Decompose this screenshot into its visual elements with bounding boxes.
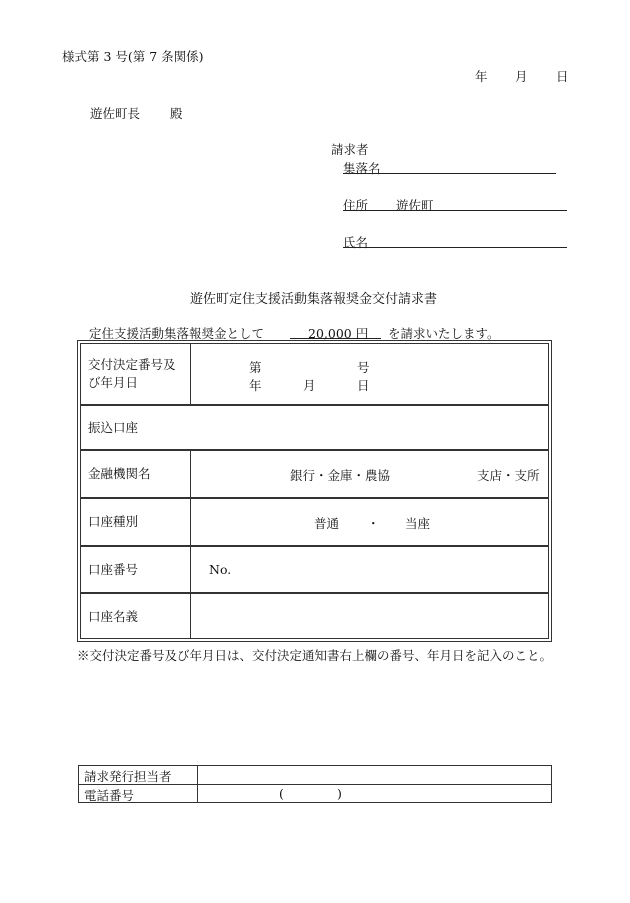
account-type-label: 口座種別 xyxy=(88,514,139,529)
decision-year: 年 xyxy=(249,378,262,393)
requester-label: 請求者 xyxy=(331,142,369,157)
phone-label: 電話番号 xyxy=(84,788,135,803)
decision-label-line1: 交付決定番号及 xyxy=(88,357,176,372)
decision-divider xyxy=(190,344,191,404)
account-number-divider xyxy=(190,547,191,592)
address-label: 住所 xyxy=(343,198,369,213)
form-number: 様式第 3 号(第 7 条関係) xyxy=(62,49,204,64)
decision-go: 号 xyxy=(357,360,370,375)
decision-month: 月 xyxy=(303,378,316,393)
bank-row xyxy=(80,450,549,498)
account-type-normal[interactable]: 普通 xyxy=(314,516,340,531)
transfer-account-row xyxy=(80,405,549,450)
decision-label-line2: び年月日 xyxy=(88,375,139,390)
account-type-separator: ・ xyxy=(367,516,380,531)
decision-row xyxy=(80,343,549,405)
account-type-row xyxy=(80,498,549,546)
document-title: 遊佐町定住支援活動集落報奨金交付請求書 xyxy=(190,292,438,307)
bank-label: 金融機関名 xyxy=(88,466,151,481)
account-holder-row xyxy=(80,593,549,639)
staff-label: 請求発行担当者 xyxy=(84,769,172,784)
addressee-title: 遊佐町長 xyxy=(90,106,141,121)
account-type-current[interactable]: 当座 xyxy=(405,516,431,531)
address-field[interactable] xyxy=(343,210,567,211)
date-year-label: 年 xyxy=(475,69,488,84)
note: ※交付決定番号及び年月日は、交付決定通知書右上欄の番号、年月日を記入のこと。 xyxy=(77,648,553,663)
account-number-row xyxy=(80,546,549,593)
village-name-label: 集落名 xyxy=(343,161,381,176)
bank-types[interactable]: 銀行・金庫・農協 xyxy=(290,468,391,483)
phone-open-paren: ( xyxy=(279,786,284,801)
date-month-label: 月 xyxy=(515,69,528,84)
account-holder-label: 口座名義 xyxy=(88,609,139,624)
bank-divider xyxy=(190,451,191,497)
account-holder-divider xyxy=(190,594,191,638)
payment-table xyxy=(77,340,552,642)
contact-table xyxy=(78,765,552,803)
addressee-honorific: 殿 xyxy=(170,106,183,121)
account-number-prefix: No. xyxy=(209,562,232,577)
address-value: 遊佐町 xyxy=(396,198,434,213)
phone-close-paren: ) xyxy=(337,786,342,801)
name-field[interactable] xyxy=(343,247,567,248)
account-number-label: 口座番号 xyxy=(88,562,139,577)
date-day-label: 日 xyxy=(556,69,569,84)
branch-types[interactable]: 支店・支所 xyxy=(477,468,540,483)
decision-day: 日 xyxy=(357,378,370,393)
contact-vline xyxy=(197,766,198,802)
account-type-divider xyxy=(190,499,191,545)
village-name-field[interactable] xyxy=(343,173,556,174)
request-suffix: を請求いたします。 xyxy=(388,326,500,341)
transfer-account-label: 振込口座 xyxy=(88,420,139,435)
request-prefix: 定住支援活動集落報奨金として xyxy=(89,326,265,341)
request-amount: 20,000 円 xyxy=(308,326,369,341)
name-label: 氏名 xyxy=(343,235,369,250)
decision-label xyxy=(88,356,176,392)
decision-dai: 第 xyxy=(249,360,262,375)
